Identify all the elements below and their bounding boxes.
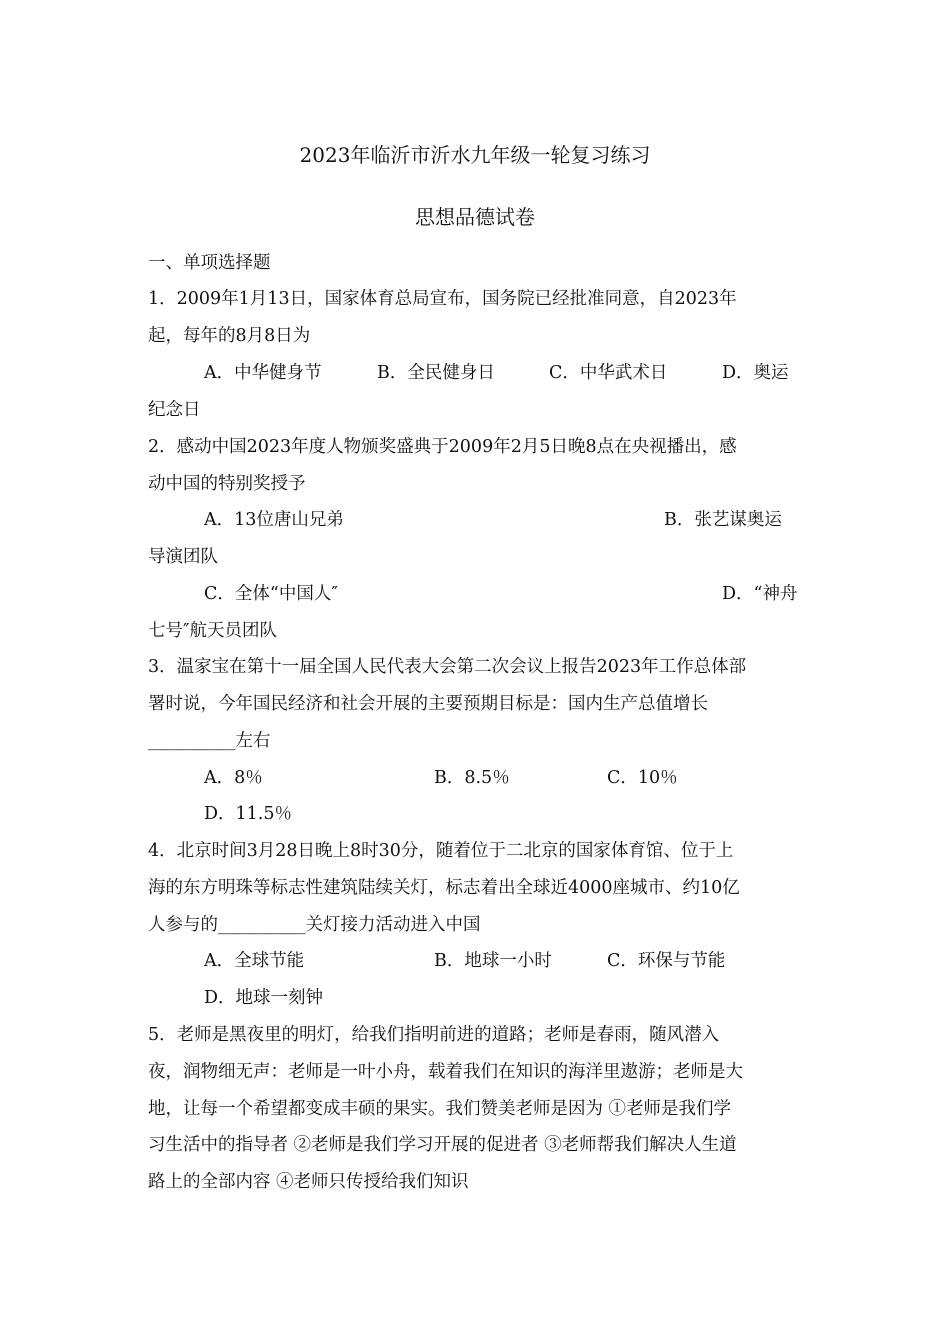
question-4-line-2: 海的东方明珠等标志性建筑陆续关灯，标志着出全球近4000座城市、约10亿 xyxy=(148,878,740,898)
question-2-option-b: B．张艺谋奥运 xyxy=(664,510,782,530)
question-5-line-2: 夜，润物细无声：老师是一叶小舟，载着我们在知识的海洋里遨游；老师是大 xyxy=(148,1062,743,1082)
exam-subtitle: 思想品德试卷 xyxy=(415,205,535,229)
question-2-option-c: C．全体“中国人″ xyxy=(204,584,338,604)
question-3-line-3: __________左右 xyxy=(148,731,271,751)
question-2-option-d-continued: 七号″航天员团队 xyxy=(148,621,278,641)
question-1-line-2: 起，每年的8月8日为 xyxy=(148,326,311,346)
question-3-line-2: 署时说，今年国民经济和社会开展的主要预期目标是：国内生产总值增长 xyxy=(148,694,708,714)
question-5-line-5: 路上的全部内容 ④老师只传授给我们知识 xyxy=(148,1172,469,1192)
question-3-option-d: D．11.5％ xyxy=(204,804,292,824)
question-1-option-b: B．全民健身日 xyxy=(377,363,495,383)
question-3-option-c: C．10％ xyxy=(607,768,678,788)
question-2-line-2: 动中国的特别奖授予 xyxy=(148,474,306,494)
question-1-option-d-continued: 纪念日 xyxy=(148,400,201,420)
question-4-option-c: C．环保与节能 xyxy=(607,951,726,971)
question-4-option-b: B．地球一小时 xyxy=(434,951,552,971)
question-1-option-d: D．奥运 xyxy=(722,363,789,383)
question-4-option-d: D．地球一刻钟 xyxy=(204,988,324,1008)
question-2-option-d: D．“神舟 xyxy=(722,584,798,604)
section-heading: 一、单项选择题 xyxy=(148,253,271,273)
question-2-line-1: 2．感动中国2023年度人物颁奖盛典于2009年2月5日晚8点在央视播出，感 xyxy=(148,437,737,457)
question-5-line-1: 5．老师是黑夜里的明灯，给我们指明前进的道路；老师是春雨，随风潜入 xyxy=(148,1025,720,1045)
question-4-option-a: A．全球节能 xyxy=(204,951,305,971)
question-3-option-b: B．8.5％ xyxy=(434,768,510,788)
question-2-option-a: A．13位唐山兄弟 xyxy=(204,510,344,530)
question-5-line-4: 习生活中的指导者 ②老师是我们学习开展的促进者 ③老师帮我们解决人生道 xyxy=(148,1135,737,1155)
question-1-line-1: 1．2009年1月13日，国家体育总局宣布，国务院已经批准同意，自2023年 xyxy=(148,289,737,309)
question-3-option-a: A．8％ xyxy=(204,768,263,788)
exam-title: 2023年临沂市沂水九年级一轮复习练习 xyxy=(299,143,651,167)
question-3-line-1: 3．温家宝在第十一届全国人民代表大会第二次会议上报告2023年工作总体部 xyxy=(148,657,747,677)
question-4-line-1: 4．北京时间3月28日晚上8时30分，随着位于二北京的国家体育馆、位于上 xyxy=(148,841,734,861)
question-5-line-3: 地，让每一个希望都变成丰硕的果实。我们赞美老师是因为 ①老师是我们学 xyxy=(148,1099,732,1119)
question-2-option-b-continued: 导演团队 xyxy=(148,547,218,567)
question-1-option-c: C．中华武术日 xyxy=(549,363,668,383)
question-1-option-a: A．中华健身节 xyxy=(204,363,322,383)
question-4-line-3: 人参与的__________关灯接力活动进入中国 xyxy=(148,915,481,935)
